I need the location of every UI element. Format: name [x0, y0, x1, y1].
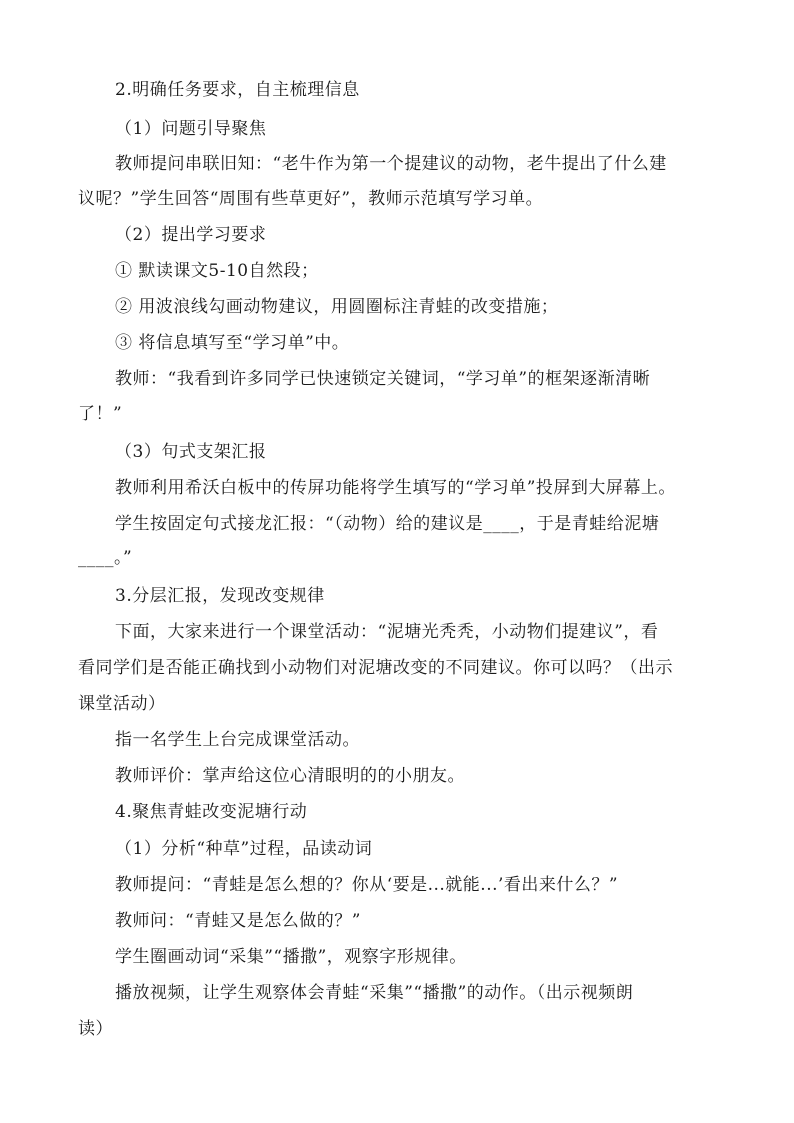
subheading-2: （2）提出学习要求 [115, 225, 267, 245]
list-item-3: ③ 将信息填写至“学习单”中。 [115, 333, 350, 353]
paragraph-line: 学生按固定句式接龙汇报：“（动物）给的建议是____，于是青蛙给泥塘 [115, 514, 660, 534]
paragraph-line: 播放视频，让学生观察体会青蛙“采集”“播撒”的动作。（出示视频朗 [115, 983, 634, 1003]
section-heading-3: 3.分层汇报，发现改变规律 [115, 586, 325, 606]
section-heading-4: 4.聚焦青蛙改变泥塘行动 [115, 802, 308, 822]
paragraph-line: 教师提问串联旧知：“老牛作为第一个提建议的动物，老牛提出了什么建 [115, 154, 667, 174]
paragraph-line: 指一名学生上台完成课堂活动。 [115, 730, 360, 750]
subheading-4-1: （1）分析“种草”过程，品读动词 [115, 839, 373, 859]
list-item-2: ② 用波浪线勾画动物建议，用圆圈标注青蛙的改变措施； [115, 297, 559, 317]
paragraph-line: 教师：“我看到许多同学已快速锁定关键词，“学习单”的框架逐渐清晰 [115, 369, 651, 389]
section-heading-2: 2.明确任务要求，自主梳理信息 [115, 80, 360, 100]
paragraph-line: ____。” [78, 548, 133, 568]
paragraph-line: 课堂活动） [78, 694, 166, 714]
paragraph-line: 下面，大家来进行一个课堂活动：“泥塘光秃秃，小动物们提建议”，看 [115, 622, 659, 642]
subheading-3: （3）句式支架汇报 [115, 442, 267, 462]
paragraph-line: 看同学们是否能正确找到小动物们对泥塘改变的不同建议。你可以吗？（出示 [78, 658, 673, 678]
paragraph-line: 教师问：“青蛙又是怎么做的？” [115, 911, 361, 931]
subheading-1: （1）问题引导聚焦 [115, 119, 267, 139]
paragraph-line: 教师提问：“青蛙是怎么想的？你从‘要是...就能...’看出来什么？” [115, 875, 619, 895]
paragraph-line: 教师利用希沃白板中的传屏功能将学生填写的“学习单”投屏到大屏幕上。 [115, 478, 676, 498]
paragraph-line: 议呢？”学生回答“周围有些草更好”，教师示范填写学习单。 [78, 189, 544, 209]
paragraph-line: 教师评价：掌声给这位心清眼明的的小朋友。 [115, 766, 465, 786]
paragraph-line: 学生圈画动词“采集”“播撒”，观察字形规律。 [115, 947, 467, 967]
list-item-1: ① 默读课文5-10自然段； [115, 261, 319, 281]
paragraph-line: 读） [78, 1019, 113, 1039]
paragraph-line: 了！” [78, 404, 123, 424]
